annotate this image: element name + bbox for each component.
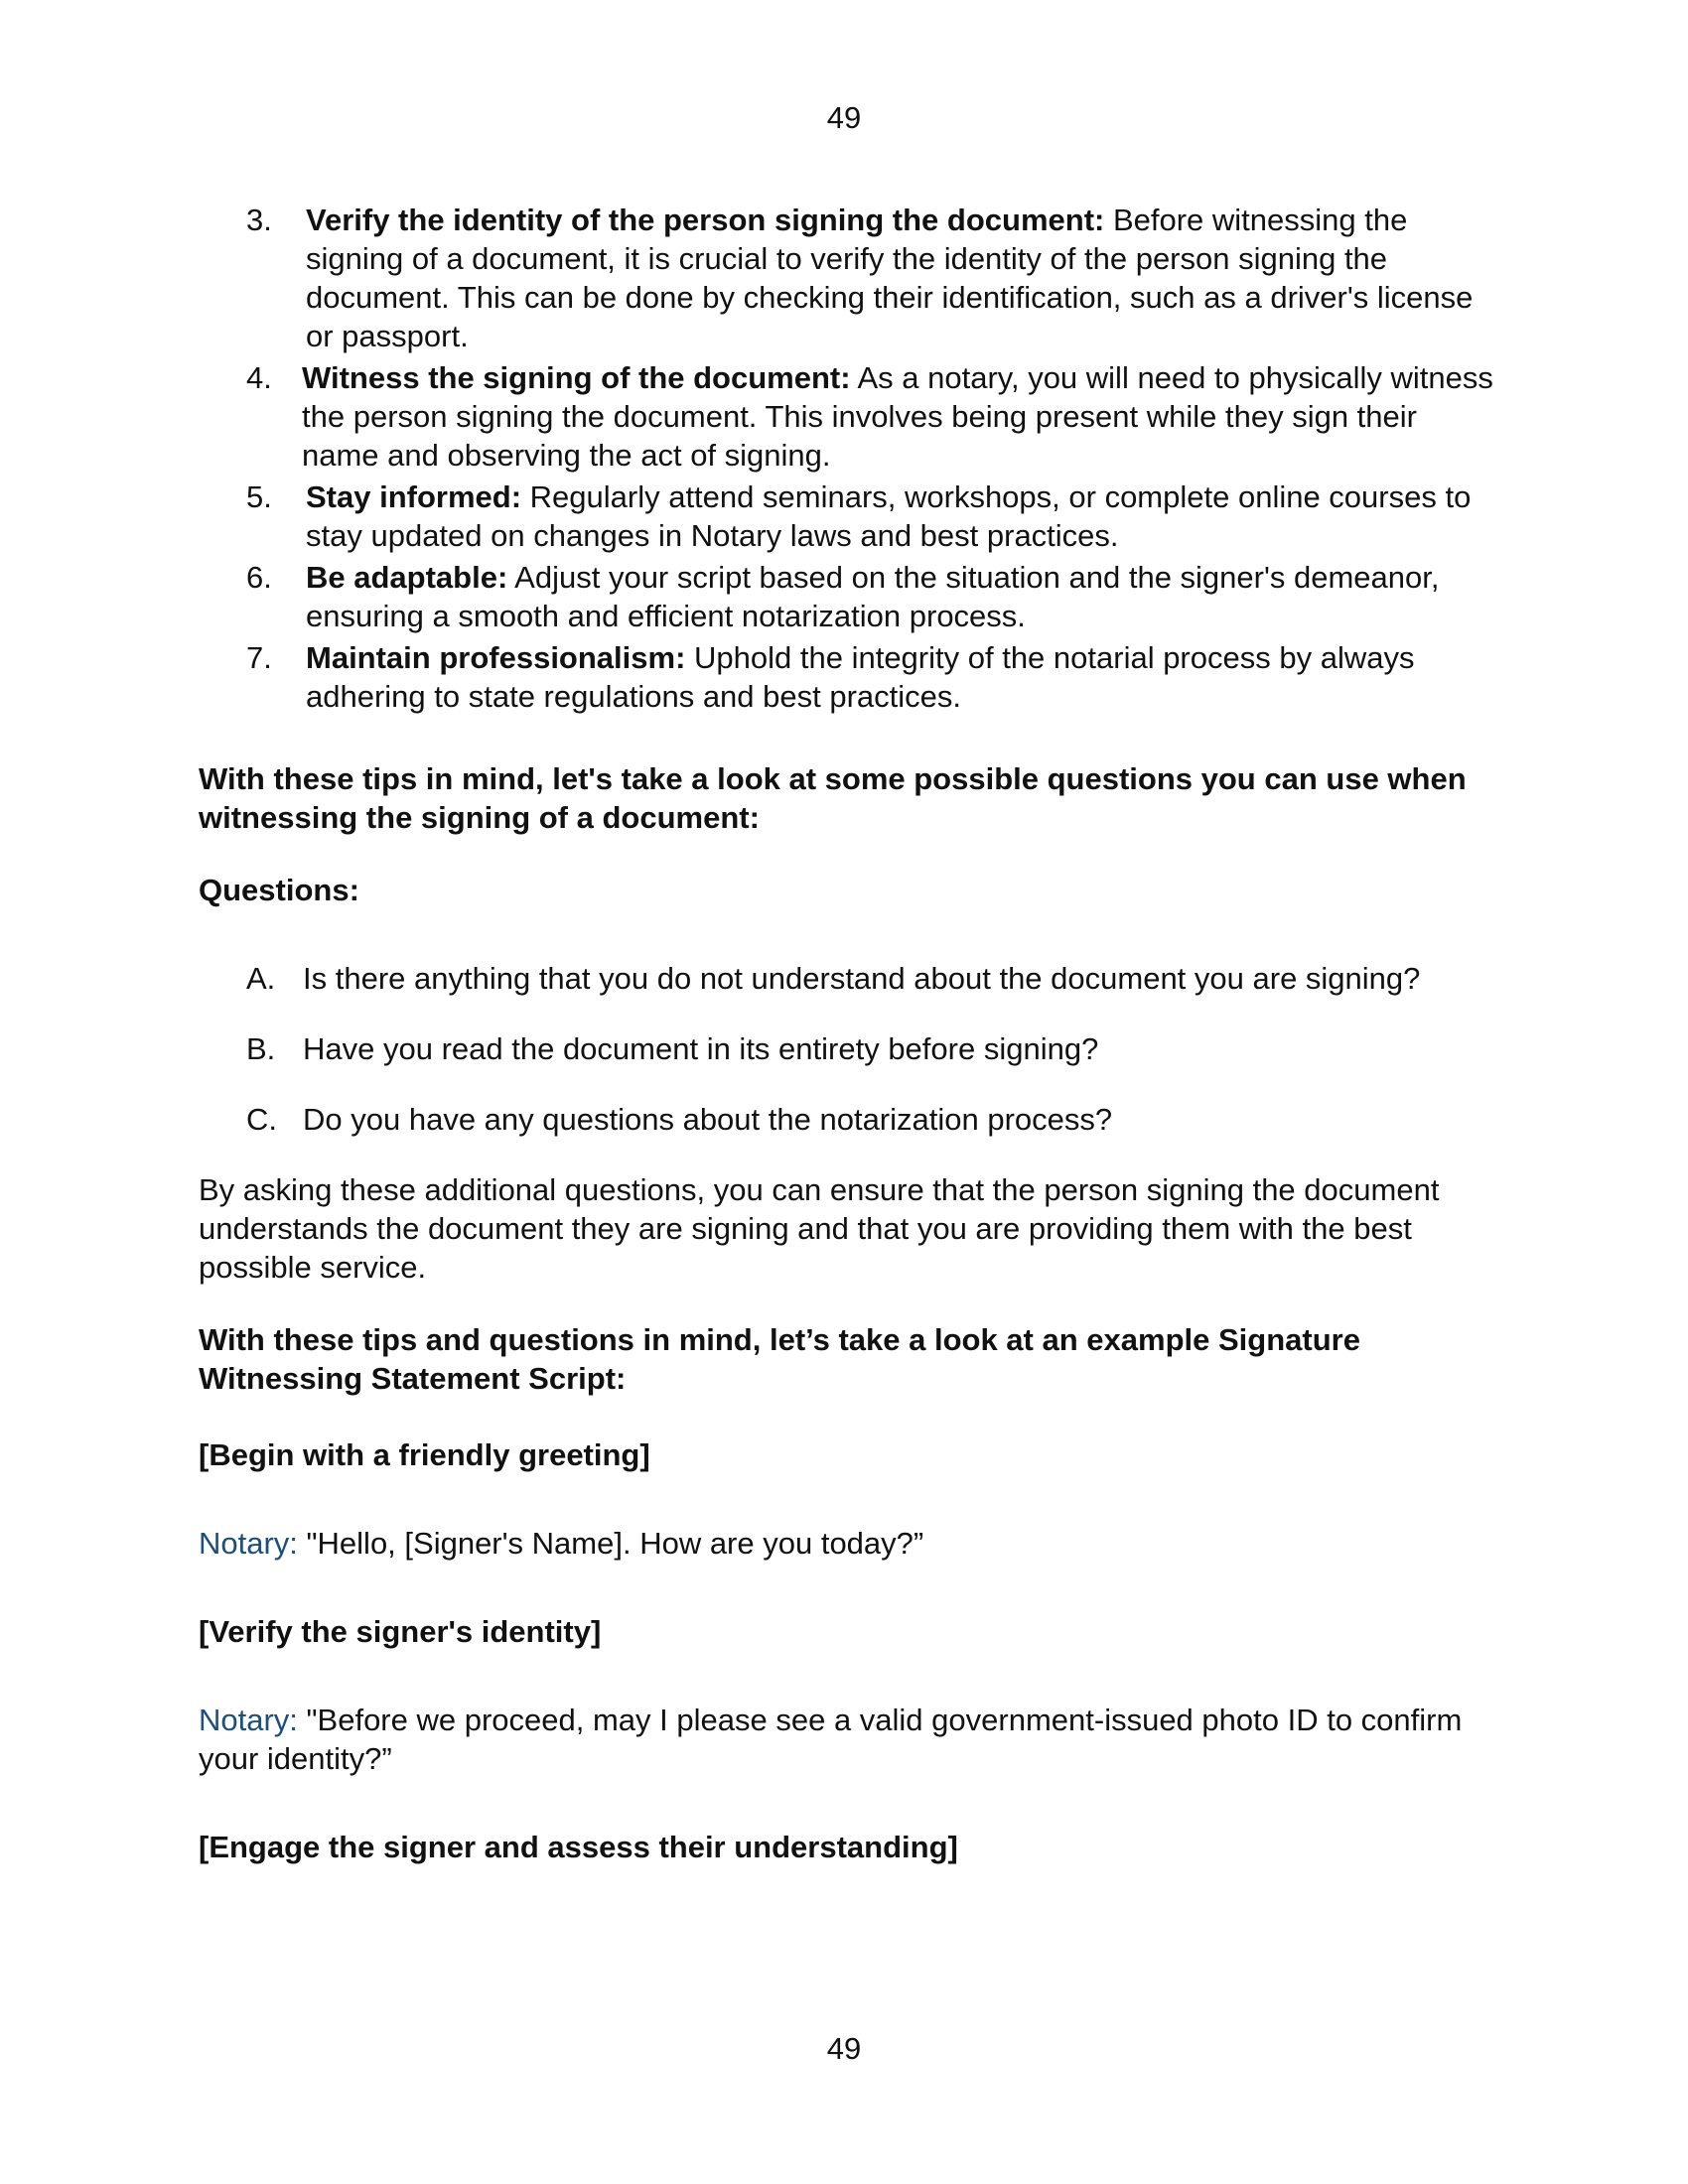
tip-item [199,478,1499,555]
questions-list [199,959,1499,1139]
question-letter: B. [246,1031,276,1066]
question-letter: C. [246,1102,277,1137]
tip-item [199,201,1499,355]
questions-intro: With these tips in mind, let's take a look at some possible questions you can use when witnessing the signing of a document: [199,761,1467,835]
tip-title: Verify the identity of the person signing the document: [306,203,1105,237]
tip-title: Witness the signing of the document: [302,360,851,395]
tip-item [199,358,1499,475]
tip-text: Regularly attend seminars, workshops, or complete online courses to stay updated on changes in Notary laws and best practices. [306,479,1472,553]
tip-title: Maintain professionalism: [306,640,686,675]
speaker-label: Notary: [199,1703,298,1737]
question-text: Have you read the document in its entirety before signing? [303,1031,1099,1066]
tip-number: 4. [246,360,272,395]
question-item [199,1029,1499,1068]
script-dialogue: "Hello, [Signer's Name]. How are you today?” [297,1526,924,1561]
script-step-heading: [Engage the signer and assess their understanding] [199,1830,958,1864]
script-dialogue: "Before we proceed, may I please see a valid government-issued photo ID to confirm your identity?” [199,1703,1463,1776]
question-item [199,1100,1499,1139]
page-content [199,201,1499,1866]
speaker-label: Notary: [199,1526,298,1561]
tips-list [199,201,1499,716]
tip-number: 6. [246,560,272,595]
script-step-heading: [Begin with a friendly greeting] [199,1437,650,1472]
closing-paragraph: By asking these additional questions, you can ensure that the person signing the document understands the document they are signing and that you are providing them with the best possible service. [199,1172,1440,1285]
question-text: Do you have any questions about the notarization process? [303,1102,1113,1137]
script-line [199,1701,1499,1778]
question-text: Is there anything that you do not understand about the document you are signing? [303,961,1421,996]
script-line [199,1524,1499,1563]
script-intro: With these tips and questions in mind, let’s take a look at an example Signature Witnessing Statement Script: [199,1322,1360,1396]
script-step-heading: [Verify the signer's identity] [199,1614,602,1649]
tip-number: 7. [246,640,272,675]
tip-text: As a notary, you will need to physically witness the person signing the document. This involves being present while they sign their name and observing the act of signing. [302,360,1493,473]
page-number-bottom: 49 [826,2031,862,2066]
tip-title: Be adaptable: [306,560,508,595]
tip-text: Adjust your script based on the situation and the signer's demeanor, ensuring a smooth and efficient notarization process. [306,560,1440,633]
question-item [199,959,1494,998]
tip-text: Before witnessing the signing of a document, it is crucial to verify the identity of the person signing the document. This can be done by checking their identification, such as a driver's license or passport. [306,203,1474,353]
page-number-top: 49 [826,100,862,135]
tip-item [199,558,1499,635]
tip-text: Uphold the integrity of the notarial process by always adhering to state regulations and best practices. [306,640,1415,714]
questions-heading: Questions: [199,873,359,907]
question-letter: A. [246,961,276,996]
tip-title: Stay informed: [306,479,522,514]
tip-item [199,638,1499,716]
tip-number: 5. [246,479,272,514]
tip-number: 3. [246,203,272,237]
